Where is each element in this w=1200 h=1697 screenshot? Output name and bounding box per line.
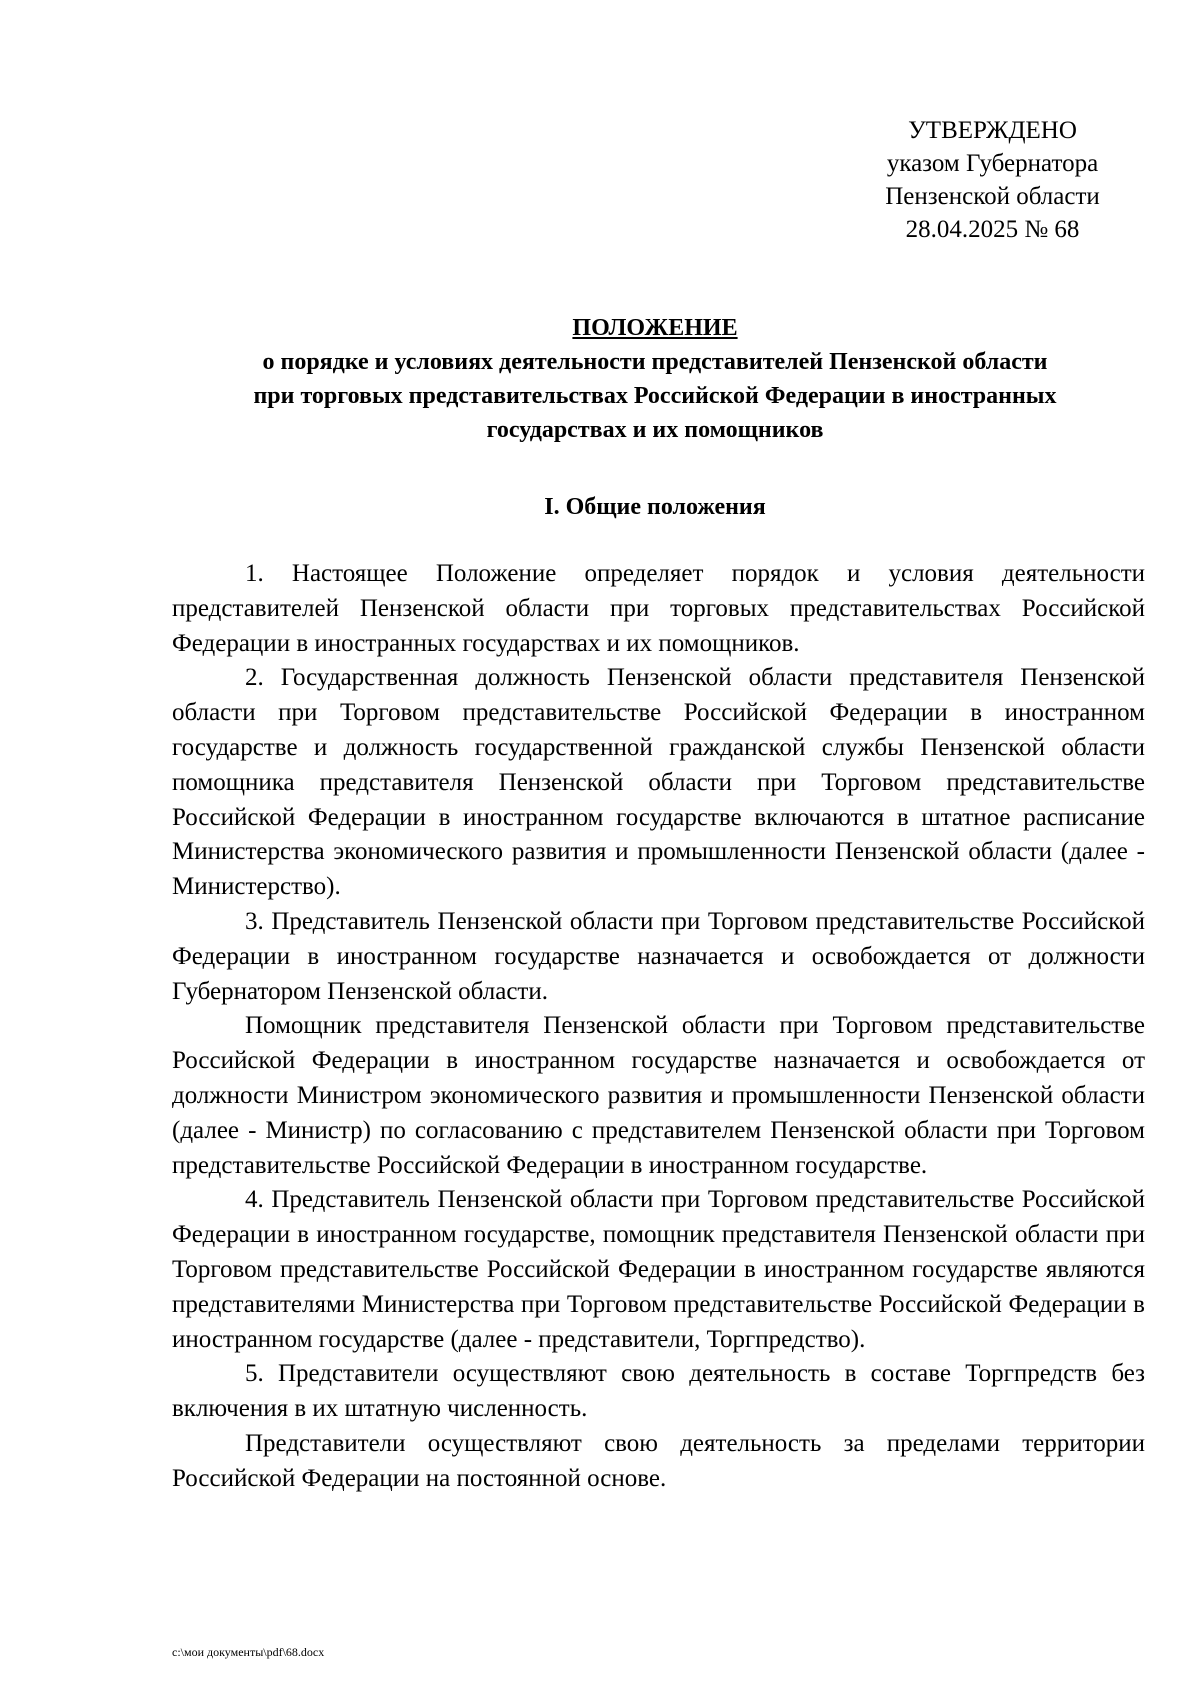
document-title [170, 311, 1140, 447]
approval-decree: указом Губернатора [886, 150, 1099, 177]
approval-date-number: 28.04.2025 № 68 [905, 216, 1080, 243]
paragraph-2: 2. Государственная должность Пензенской области представителя Пензенской области при Торговом представительстве Российской Федерации в иностранном государстве и должность государственной гражданской службы Пензенской области помощника представителя Пензенской области при Торговом представительстве Российской Федерации в иностранном государстве включаются в штатное расписание Министерства экономического развития и промышленности Пензенской области (далее - Министерство). [172, 664, 1145, 901]
paragraph-3: 3. Представитель Пензенской области при Торговом представительстве Российской Федерации в иностранном государстве назначается и освобождается от должности Губернатором Пензенской области. [172, 907, 1145, 1005]
approval-status: УТВЕРЖДЕНО [908, 117, 1077, 144]
paragraph-5: 5. Представители осуществляют свою деятельность в составе Торгпредств без включения в их штатную численность. [172, 1360, 1145, 1423]
paragraph-3-continued: Помощник представителя Пензенской области при Торговом представительстве Российской Федерации в иностранном государстве назначается и освобождается от должности Министром экономического развития и промышленности Пензенской области (далее - Министр) по согласованию с представителем Пензенской области при Торговом представительстве Российской Федерации в иностранном государстве. [172, 1012, 1145, 1179]
section-heading: I. Общие положения [544, 494, 766, 520]
paragraph-1: 1. Настоящее Положение определяет порядок и условия деятельности представителей Пензенской области при торговых представительствах Российской Федерации в иностранных государствах и их помощников. [172, 560, 1145, 657]
document-body [172, 557, 1145, 1497]
document-title-main: ПОЛОЖЕНИЕ [572, 315, 738, 341]
approval-region: Пензенской области [885, 183, 1100, 210]
file-path-footer: c:\мои документы\pdf\68.docx [172, 1645, 325, 1659]
document-title-line-3: государствах и их помощников [486, 417, 824, 443]
paragraph-4: 4. Представитель Пензенской области при Торговом представительстве Российской Федерации в иностранном государстве, помощник представителя Пензенской области при Торговом представительстве Российской Федерации в иностранном государстве являются представителями Министерства при Торговом представительстве Российской Федерации в иностранном государстве (далее - представители, Торгпредство). [172, 1186, 1145, 1353]
document-title-line-2: при торговых представительствах Российской Федерации в иностранных [253, 383, 1057, 409]
document-title-line-1: о порядке и условиях деятельности представителей Пензенской области [262, 349, 1048, 375]
approval-stamp [870, 114, 1115, 246]
paragraph-5-continued: Представители осуществляют свою деятельность за пределами территории Российской Федерации на постоянной основе. [172, 1429, 1145, 1492]
